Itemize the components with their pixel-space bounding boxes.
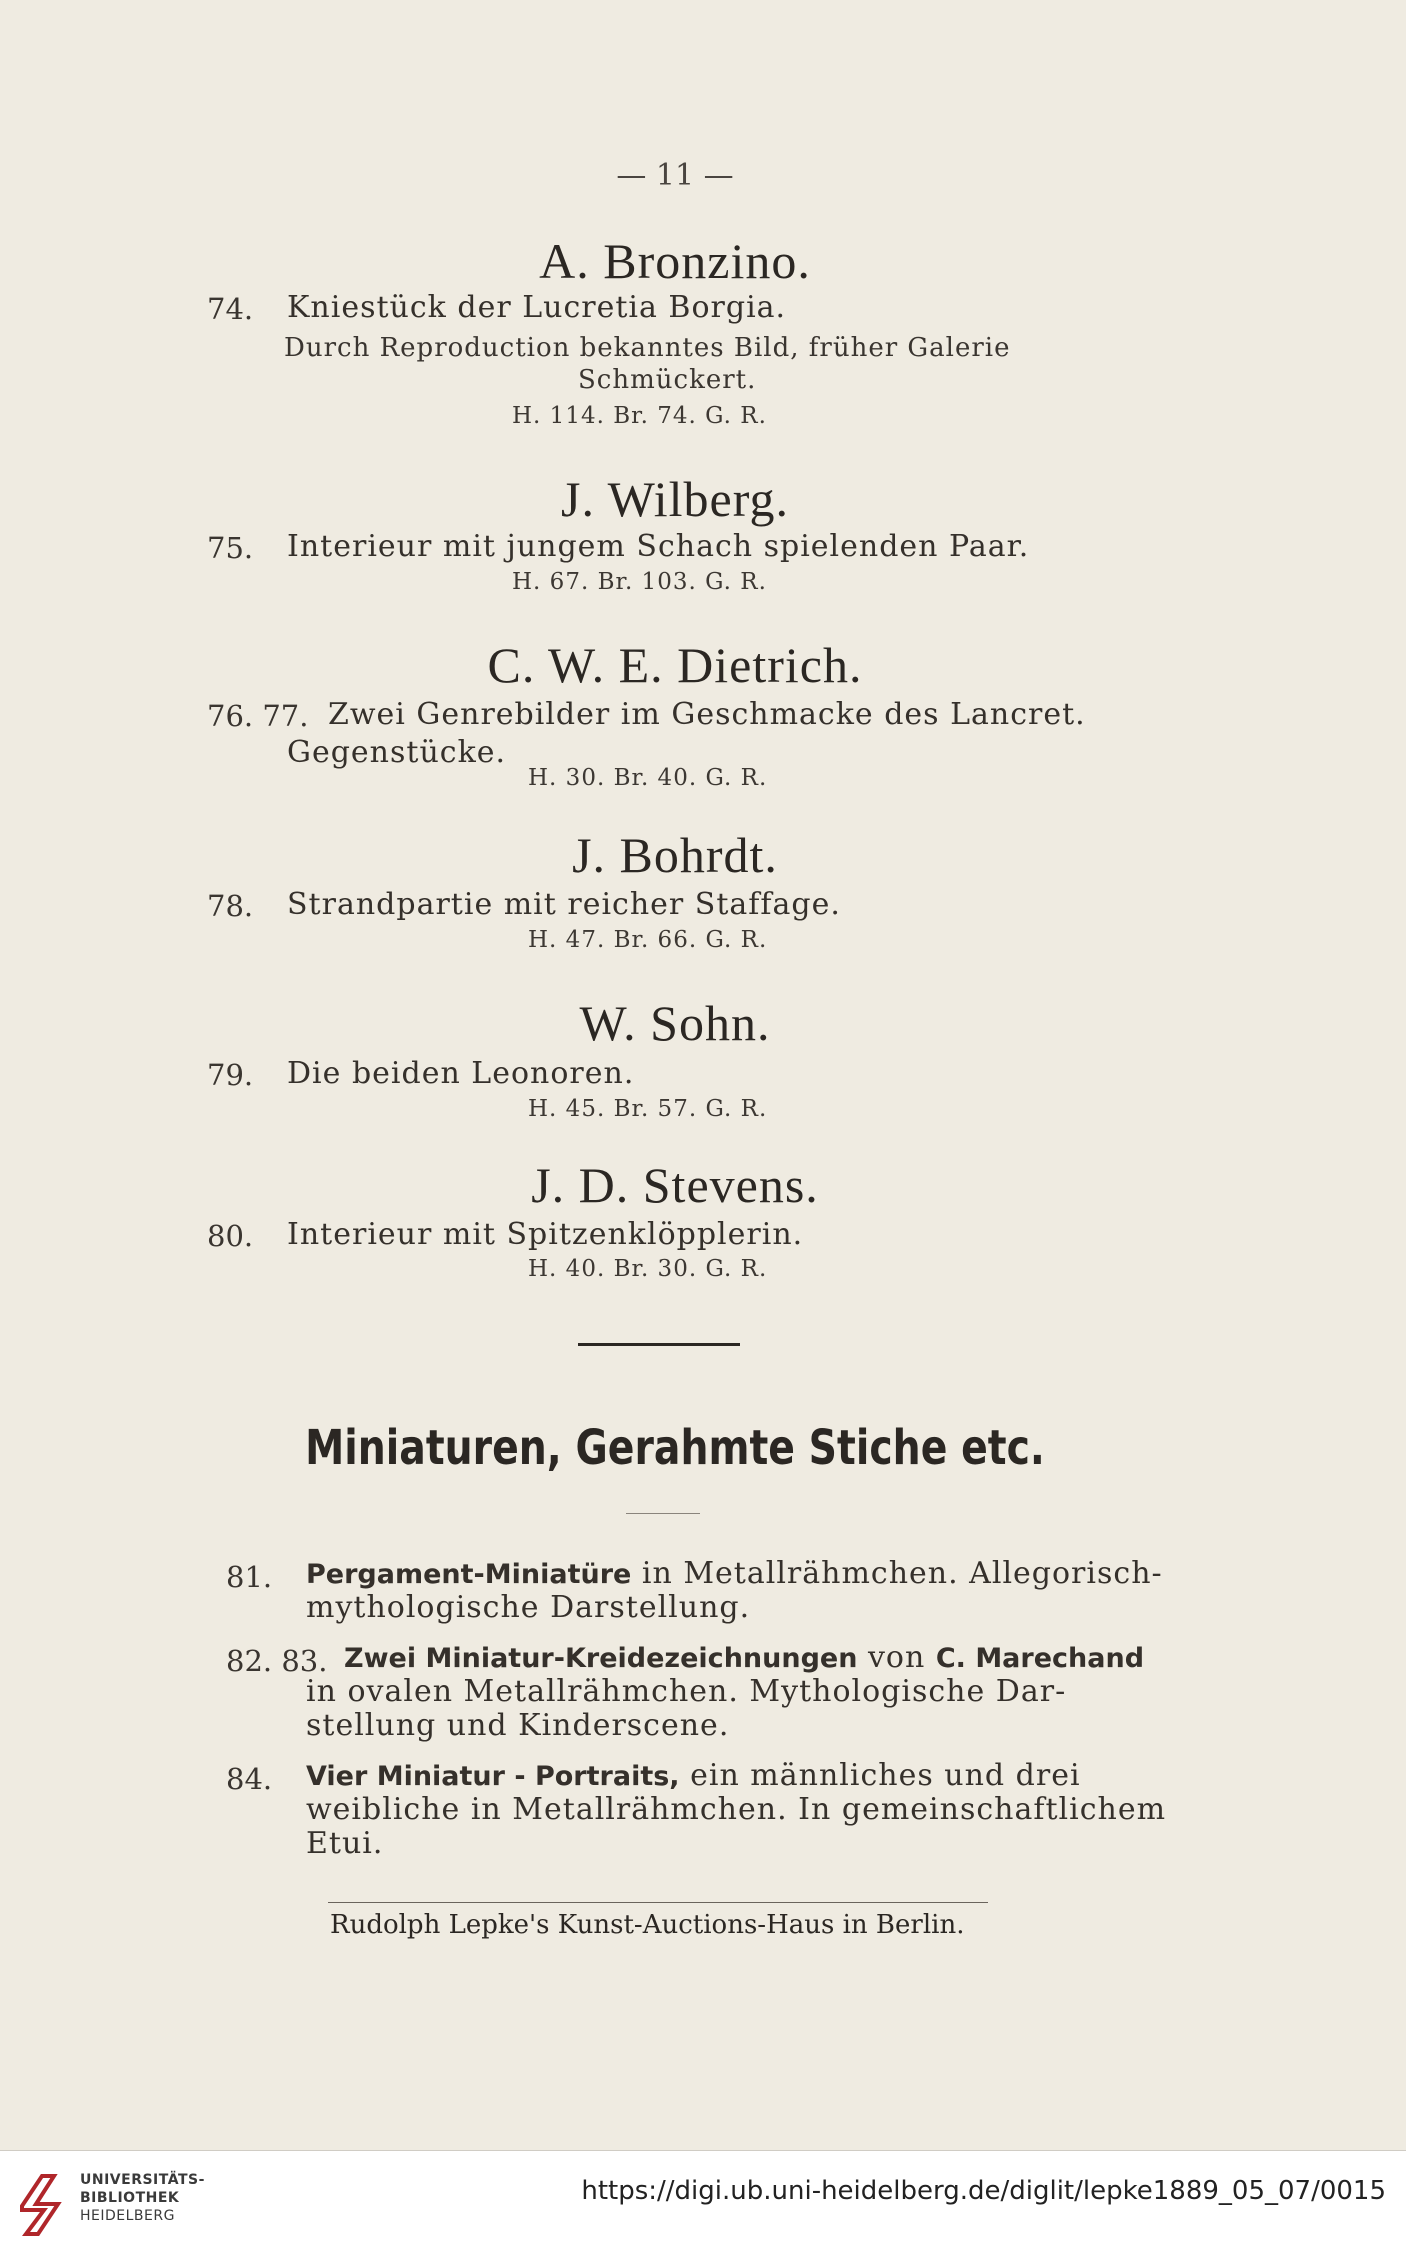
lot-description-text: von (857, 1640, 936, 1675)
lot-number: 76. 77. (207, 699, 309, 733)
footer-rule (328, 1902, 988, 1903)
lot-title: Kniestück der Lucretia Borgia. (287, 290, 787, 325)
lot-description (344, 1640, 1144, 1675)
lot-description-line: Etui. (306, 1826, 384, 1861)
lot-note: Schmückert. (578, 365, 757, 395)
lot-description-line: mythologische Darstellung. (306, 1590, 751, 1625)
logo-text-line: UNIVERSITÄTS- (80, 2172, 205, 2188)
section-subdivider (626, 1513, 700, 1514)
artist-name: C. Marechand (935, 1643, 1145, 1674)
lot-number: 75. (207, 531, 254, 565)
lot-number: 74. (207, 292, 254, 326)
lot-highlight: Vier Miniatur - Portraits, (306, 1761, 680, 1792)
lot-title-continued: Gegenstücke. (287, 735, 507, 770)
page-number: — 11 — (616, 158, 734, 193)
section-divider (578, 1343, 740, 1346)
logo-text-line: BIBLIOTHEK (80, 2190, 180, 2206)
lot-description-line: in ovalen Metallrähmchen. Mythologische Dar- (306, 1674, 1067, 1709)
lot-description-line: stellung und Kinderscene. (306, 1708, 730, 1743)
lot-description-line: weibliche in Metallrähmchen. In gemeinschaftlichem (306, 1792, 1167, 1827)
lot-number: 79. (207, 1058, 254, 1092)
lot-description (306, 1556, 1163, 1591)
lot-description-text: in Metallrähmchen. Allegorisch- (631, 1556, 1163, 1591)
artist-heading-bohrdt: J. Bohrdt. (572, 827, 778, 883)
lot-number: 81. (226, 1560, 273, 1594)
lot-note: Durch Reproduction bekanntes Bild, früher Galerie (284, 333, 1011, 363)
lot-description (306, 1758, 1081, 1793)
lot-dimensions: H. 47. Br. 66. G. R. (528, 927, 768, 953)
artist-heading-bronzino: A. Bronzino. (539, 233, 811, 289)
lot-title: Interieur mit jungem Schach spielenden Paar. (287, 529, 1030, 564)
lot-title: Strandpartie mit reicher Staffage. (287, 887, 841, 922)
artist-heading-stevens: J. D. Stevens. (531, 1157, 819, 1213)
lot-description-text: ein männliches und drei (679, 1758, 1081, 1793)
university-library-logo-icon (14, 2162, 72, 2242)
lot-title: Zwei Genrebilder im Geschmacke des Lancret. (328, 697, 1086, 732)
artist-heading-dietrich: C. W. E. Dietrich. (487, 637, 863, 693)
publisher-footer: Rudolph Lepke's Kunst-Auctions-Haus in Berlin. (330, 1910, 965, 1940)
permalink-url[interactable]: https://digi.ub.uni-heidelberg.de/diglit/lepke1889_05_07/0015 (581, 2176, 1386, 2206)
lot-number: 80. (207, 1219, 254, 1253)
lot-highlight: Pergament-Miniatüre (306, 1559, 632, 1590)
lot-highlight: Zwei Miniatur-Kreidezeichnungen (344, 1643, 858, 1674)
lot-dimensions: H. 67. Br. 103. G. R. (512, 569, 767, 595)
artist-heading-wilberg: J. Wilberg. (561, 471, 789, 527)
lot-number: 84. (226, 1762, 273, 1796)
lot-number: 78. (207, 889, 254, 923)
lot-title: Interieur mit Spitzenklöpplerin. (287, 1217, 804, 1252)
lot-dimensions: H. 30. Br. 40. G. R. (528, 765, 768, 791)
lot-dimensions: H. 45. Br. 57. G. R. (528, 1096, 768, 1122)
logo-text-line: HEIDELBERG (80, 2208, 175, 2224)
lot-dimensions: H. 40. Br. 30. G. R. (528, 1256, 768, 1282)
lot-title: Die beiden Leonoren. (287, 1056, 635, 1091)
artist-heading-sohn: W. Sohn. (579, 995, 771, 1051)
section-title: Miniaturen, Gerahmte Stiche etc. (305, 1420, 1045, 1476)
lot-dimensions: H. 114. Br. 74. G. R. (512, 403, 767, 429)
lot-number: 82. 83. (226, 1644, 328, 1678)
